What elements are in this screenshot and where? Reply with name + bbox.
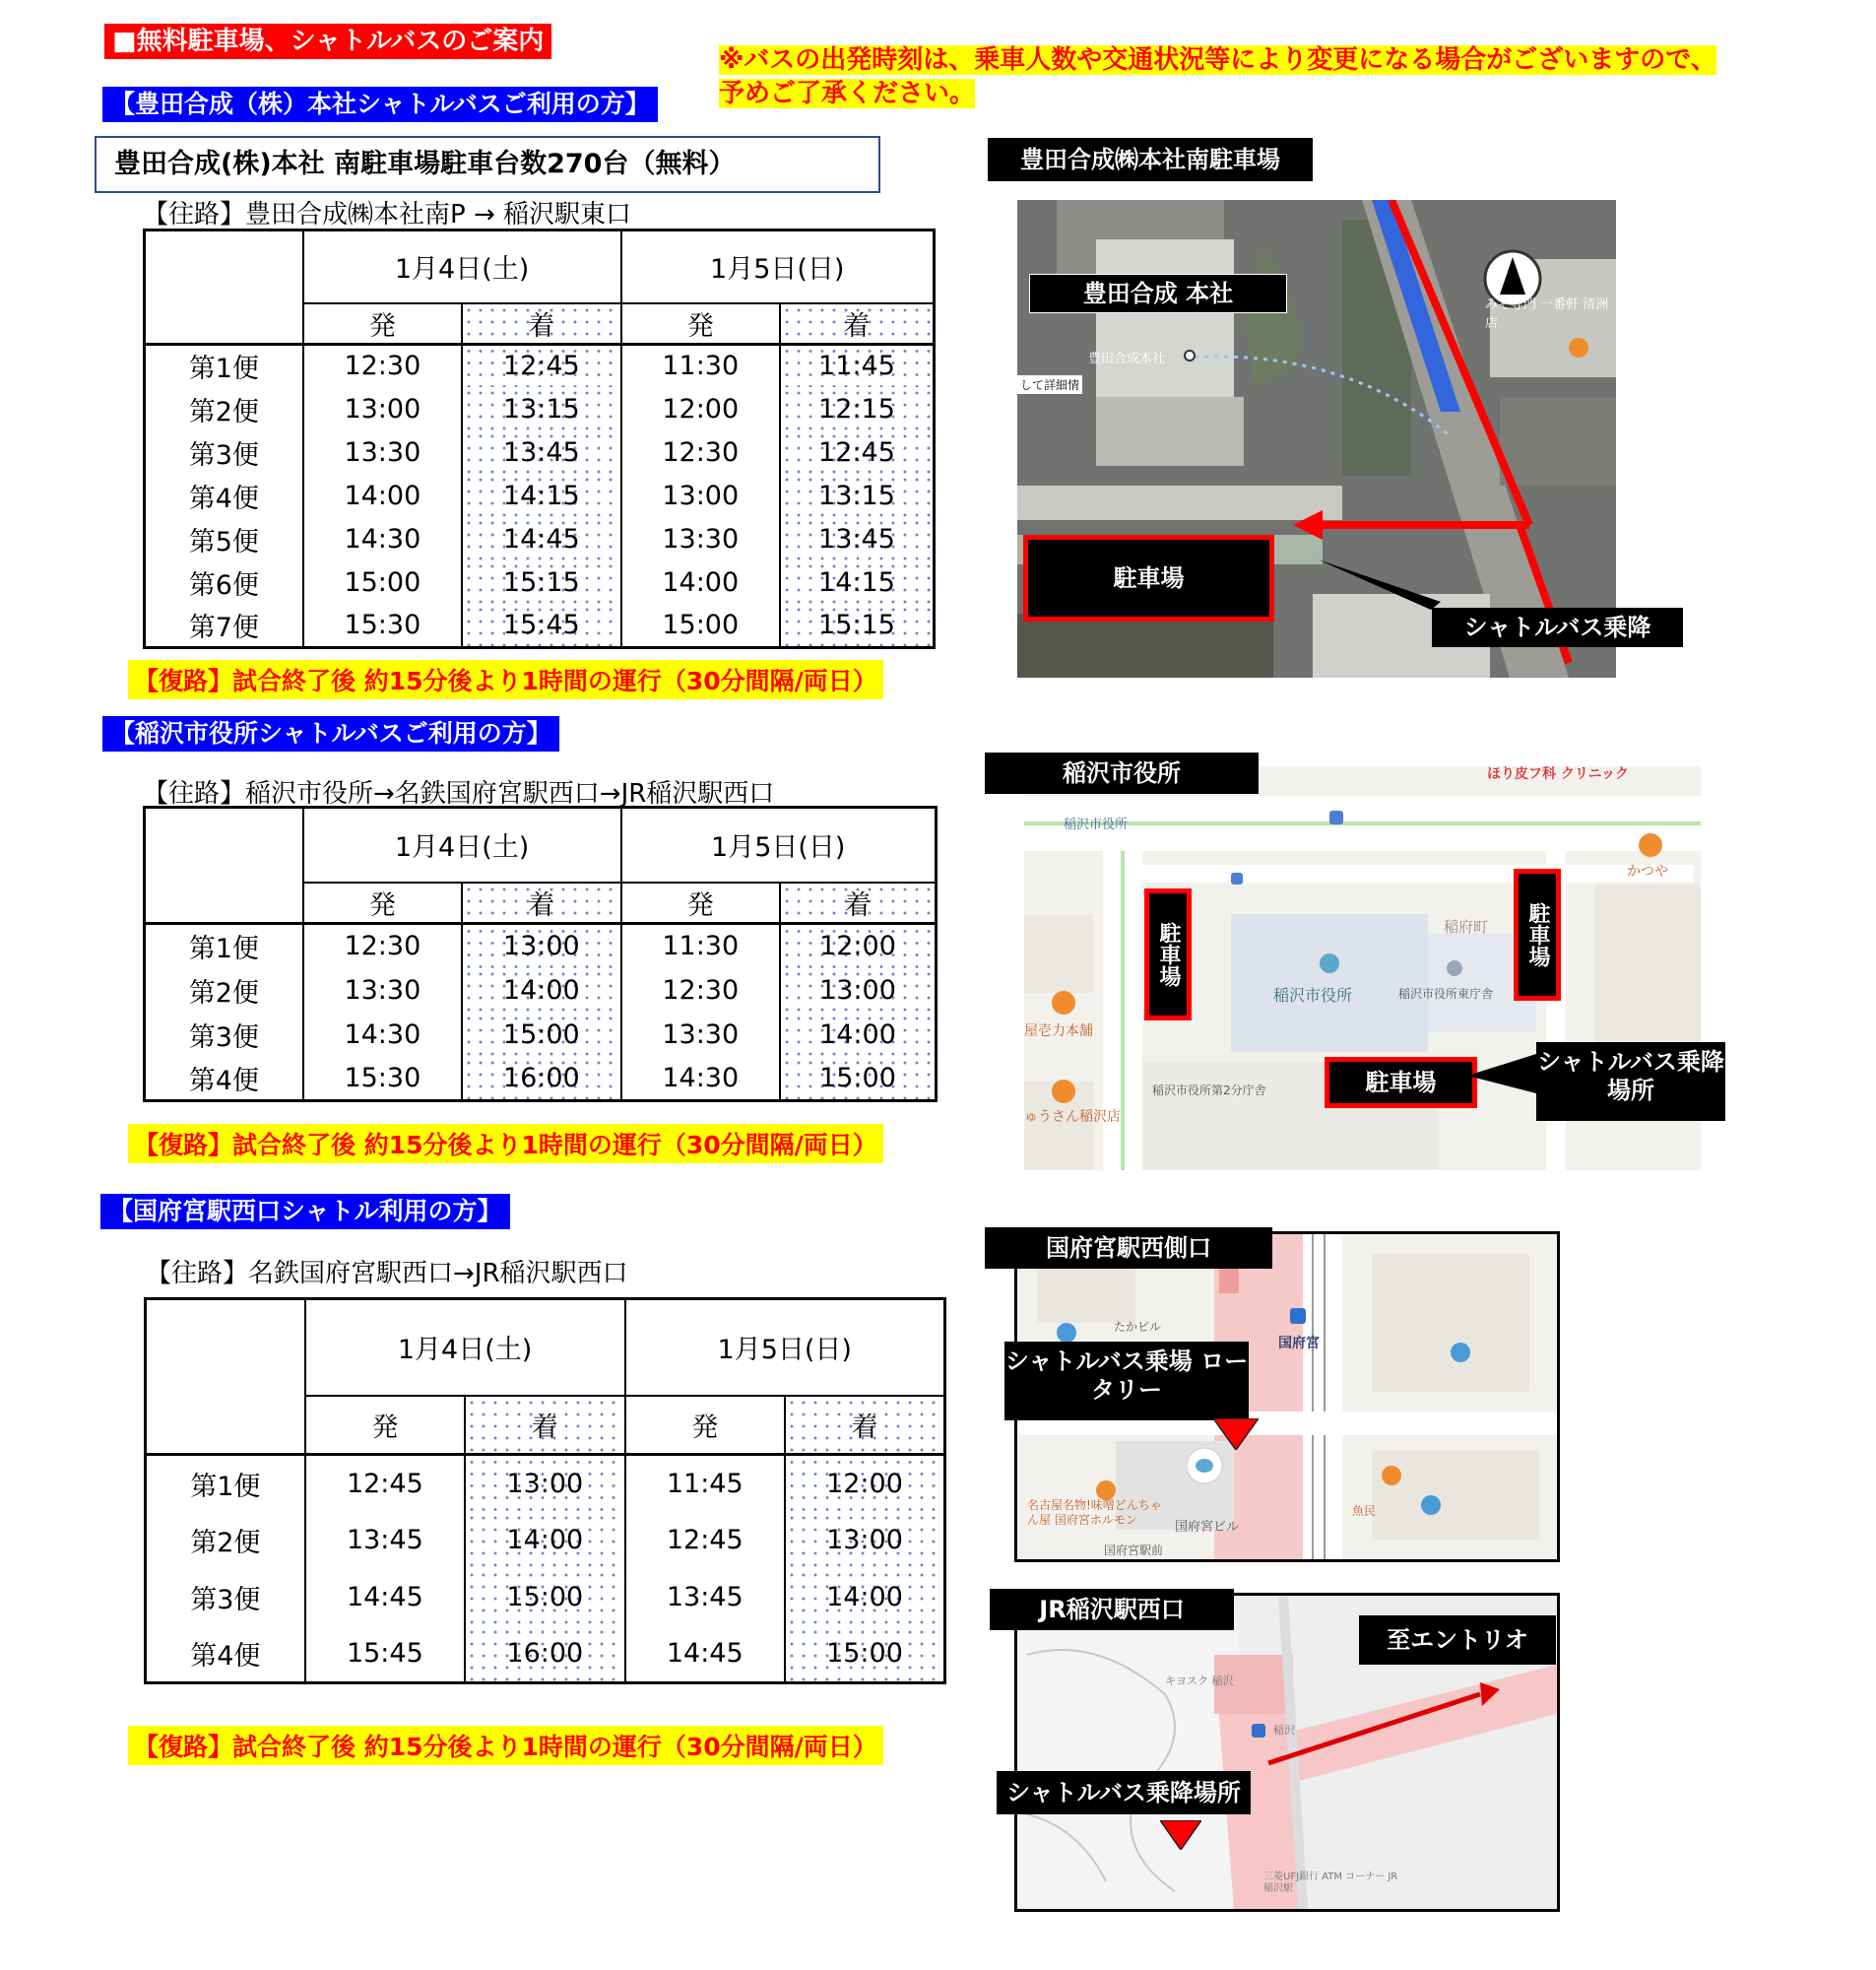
arrival-time: 14:45 (462, 517, 620, 560)
trip-name: 第4便 (145, 474, 303, 517)
departure-time: 11:30 (621, 344, 780, 387)
arrival-time: 16:00 (462, 1057, 620, 1101)
departure-time: 13:00 (621, 474, 780, 517)
departure-time: 14:45 (305, 1569, 465, 1626)
arrival-time: 12:00 (780, 924, 937, 968)
arrival-time: 13:00 (780, 968, 937, 1013)
shuttle-stop-label: シャトルバス乗降場所 (997, 1771, 1251, 1814)
parking-capacity-box: 豊田合成(株)本社 南駐車場駐車台数270台（無料） (95, 136, 880, 193)
departure-time: 12:30 (303, 924, 462, 968)
trip-name: 第2便 (146, 1512, 305, 1569)
map2-title: 稲沢市役所 (985, 753, 1259, 794)
section2-heading: 【稲沢市役所シャトルバスご利用の方】 (102, 716, 559, 752)
trip-name: 第2便 (145, 387, 303, 430)
section1-timetable (143, 229, 936, 649)
station-front-label: 国府宮駅前 (1104, 1543, 1164, 1557)
station-small-label: 稲沢 (1273, 1724, 1295, 1737)
trip-name: 第4便 (145, 1057, 303, 1101)
parking-label: 駐車場 (1325, 1057, 1477, 1108)
arrival-header: 着 (780, 883, 937, 924)
map1-title: 豊田合成㈱本社南駐車場 (988, 138, 1313, 181)
section2-return-note: 【復路】試合終了後 約15分後より1時間の運行（30分間隔/両日） (128, 1124, 883, 1163)
arrival-time: 15:00 (780, 1057, 937, 1101)
arrival-time: 15:45 (462, 604, 620, 647)
departure-header: 発 (625, 1396, 785, 1455)
entorio-label: 至エントリオ (1359, 1615, 1556, 1665)
kiosk-label: キヨスク 稲沢 (1165, 1674, 1234, 1687)
trip-name: 第7便 (145, 604, 303, 647)
building-label: 国府宮ビル (1175, 1520, 1240, 1535)
hq-pin-text: 豊田合成本社 (1088, 352, 1166, 366)
arrival-time: 14:00 (785, 1569, 945, 1626)
section3-timetable (144, 1297, 946, 1684)
arrival-header: 着 (465, 1396, 624, 1455)
arrival-time: 15:15 (780, 604, 935, 647)
departure-header: 発 (303, 883, 462, 924)
arrival-time: 13:45 (462, 430, 620, 474)
corner-cell (145, 230, 303, 345)
corner-cell (145, 808, 303, 924)
cityhall-label: 稲沢市役所 (1273, 986, 1353, 1005)
arrival-time: 13:45 (780, 517, 935, 560)
arrival-time: 13:15 (780, 474, 935, 517)
departure-time: 15:45 (305, 1626, 465, 1683)
arrival-time: 13:00 (462, 924, 620, 968)
trip-name: 第4便 (146, 1626, 305, 1683)
departure-time: 13:45 (625, 1569, 785, 1626)
takabiru-label: たかビル (1114, 1320, 1162, 1334)
pointer-arrow (1467, 1054, 1536, 1093)
date-header: 1月4日(土) (303, 230, 621, 303)
departure-time: 12:30 (621, 430, 780, 474)
departure-time: 15:30 (303, 1057, 462, 1101)
trip-name: 第1便 (145, 344, 303, 387)
section1-return-note: 【復路】試合終了後 約15分後より1時間の運行（30分間隔/両日） (128, 660, 883, 699)
arrival-time: 15:15 (462, 560, 620, 604)
departure-time: 12:30 (303, 344, 462, 387)
shuttle-stop-marker (1160, 1820, 1201, 1850)
date-header: 1月4日(土) (303, 808, 621, 883)
departure-time: 13:30 (303, 968, 462, 1013)
date-header: 1月5日(日) (621, 808, 937, 883)
cityhall-small-label: 稲沢市役所 (1064, 818, 1129, 832)
arrival-header: 着 (462, 883, 620, 924)
section3-heading: 【国府宮駅西口シャトル利用の方】 (100, 1194, 510, 1229)
departure-header: 発 (621, 303, 780, 345)
side-text: して詳細情 (1017, 375, 1082, 394)
trip-name: 第2便 (145, 968, 303, 1013)
notice-line-1: ※バスの出発時刻は、乗車人数や交通状況等により変更になる場合がございますので、 (719, 45, 1716, 75)
departure-time: 11:30 (621, 924, 780, 968)
arrival-time: 11:45 (780, 344, 935, 387)
parking-label: 駐車場 (1023, 535, 1274, 622)
ichiriki-label: 屋壱力本舗 (1024, 1023, 1093, 1039)
arrival-time: 13:00 (465, 1455, 624, 1512)
main-title: ■無料駐車場、シャトルバスのご案内 (104, 24, 551, 59)
atm-label: 三菱UFJ銀行 ATM コーナー JR稲沢駅 (1263, 1872, 1398, 1894)
trip-name: 第3便 (146, 1569, 305, 1626)
section1-route: 【往路】豊田合成㈱本社南P → 稲沢駅東口 (143, 200, 631, 230)
departure-time: 14:30 (303, 517, 462, 560)
station-label: 国府宮 (1278, 1336, 1320, 1351)
departure-time: 12:45 (625, 1512, 785, 1569)
arrival-time: 12:00 (785, 1455, 945, 1512)
departure-time: 12:45 (305, 1455, 465, 1512)
shuttle-stop-label: シャトルバス乗降 (1432, 608, 1683, 647)
trip-name: 第6便 (145, 560, 303, 604)
arrival-header: 着 (780, 303, 935, 345)
second-office-label: 稲沢市役所第2分庁舎 (1152, 1084, 1266, 1097)
shuttle-rotary-label: シャトルバス乗場 ロータリー (1004, 1342, 1249, 1420)
date-header: 1月4日(土) (305, 1299, 625, 1396)
arrival-time: 14:00 (780, 1013, 937, 1057)
arrival-time: 12:15 (780, 387, 935, 430)
departure-header: 発 (621, 883, 780, 924)
departure-time: 14:45 (625, 1626, 785, 1683)
departure-time: 11:45 (625, 1455, 785, 1512)
schedule-notice (719, 43, 1716, 110)
arrival-time: 16:00 (465, 1626, 624, 1683)
departure-time: 15:00 (303, 560, 462, 604)
trip-name: 第3便 (145, 430, 303, 474)
arrival-time: 15:00 (465, 1569, 624, 1626)
date-header: 1月5日(日) (625, 1299, 945, 1396)
departure-time: 13:30 (621, 517, 780, 560)
arrival-time: 13:15 (462, 387, 620, 430)
arrival-time: 15:00 (462, 1013, 620, 1057)
shuttle-stop-marker (1213, 1418, 1259, 1450)
katsuya-label: かつや (1627, 864, 1668, 880)
departure-time: 14:30 (621, 1057, 780, 1101)
corner-cell (146, 1299, 305, 1455)
notice-line-2: 予めご了承ください。 (719, 79, 976, 108)
arrival-time: 12:45 (780, 430, 935, 474)
trip-name: 第1便 (146, 1455, 305, 1512)
map3-title: 国府宮駅西側口 (985, 1227, 1272, 1269)
nagoya-shop-label: 名古屋名物!味噌どんちゃん屋 国府宮ホルモン (1027, 1498, 1162, 1527)
departure-time: 13:30 (303, 430, 462, 474)
shuttle-stop-label: シャトルバス乗降場所 (1536, 1042, 1725, 1121)
hq-aerial-map (1017, 200, 1616, 678)
departure-time: 13:00 (303, 387, 462, 430)
departure-header: 発 (305, 1396, 465, 1455)
yuusan-label: ゅうさん稲沢店 (1024, 1109, 1121, 1125)
trip-name: 第3便 (145, 1013, 303, 1057)
section2-route: 【往路】稲沢市役所→名鉄国府宮駅西口→JR稲沢駅西口 (143, 779, 775, 809)
arrival-header: 着 (462, 303, 620, 345)
section2-timetable (143, 806, 938, 1102)
arrival-time: 14:00 (462, 968, 620, 1013)
hq-label: 豊田合成 本社 (1029, 274, 1287, 313)
departure-time: 15:30 (303, 604, 462, 647)
section3-route: 【往路】名鉄国府宮駅西口→JR稲沢駅西口 (146, 1259, 628, 1288)
departure-time: 14:00 (303, 474, 462, 517)
date-header: 1月5日(日) (621, 230, 935, 303)
section3-return-note: 【復路】試合終了後 約15分後より1時間の運行（30分間隔/両日） (128, 1726, 883, 1765)
uomin-label: 魚民 (1352, 1504, 1377, 1518)
arrival-time: 12:45 (462, 344, 620, 387)
shop-text: みそ専門 一番軒 清洲店 (1485, 297, 1609, 331)
parking-label-vertical: 駐車場 (1514, 869, 1561, 1001)
departure-header: 発 (303, 303, 462, 345)
map4-title: JR稲沢駅西口 (990, 1589, 1234, 1630)
departure-time: 12:30 (621, 968, 780, 1013)
parking-label-vertical: 駐車場 (1144, 888, 1192, 1020)
departure-time: 13:45 (305, 1512, 465, 1569)
departure-time: 14:00 (621, 560, 780, 604)
arrival-time: 14:15 (462, 474, 620, 517)
arrival-time: 14:00 (465, 1512, 624, 1569)
trip-name: 第1便 (145, 924, 303, 968)
arrival-time: 13:00 (785, 1512, 945, 1569)
arrival-time: 14:15 (780, 560, 935, 604)
section1-heading: 【豊田合成（株）本社シャトルバスご利用の方】 (102, 87, 658, 122)
clinic-label: ほり皮フ科 クリニック (1487, 766, 1630, 782)
trip-name: 第5便 (145, 517, 303, 560)
inafu-label: 稲府町 (1444, 918, 1489, 936)
departure-time: 14:30 (303, 1013, 462, 1057)
arrival-time: 15:00 (785, 1626, 945, 1683)
departure-time: 13:30 (621, 1013, 780, 1057)
arrival-header: 着 (785, 1396, 945, 1455)
east-office-label: 稲沢市役所東庁舎 (1398, 987, 1494, 1001)
departure-time: 15:00 (621, 604, 780, 647)
departure-time: 12:00 (621, 387, 780, 430)
